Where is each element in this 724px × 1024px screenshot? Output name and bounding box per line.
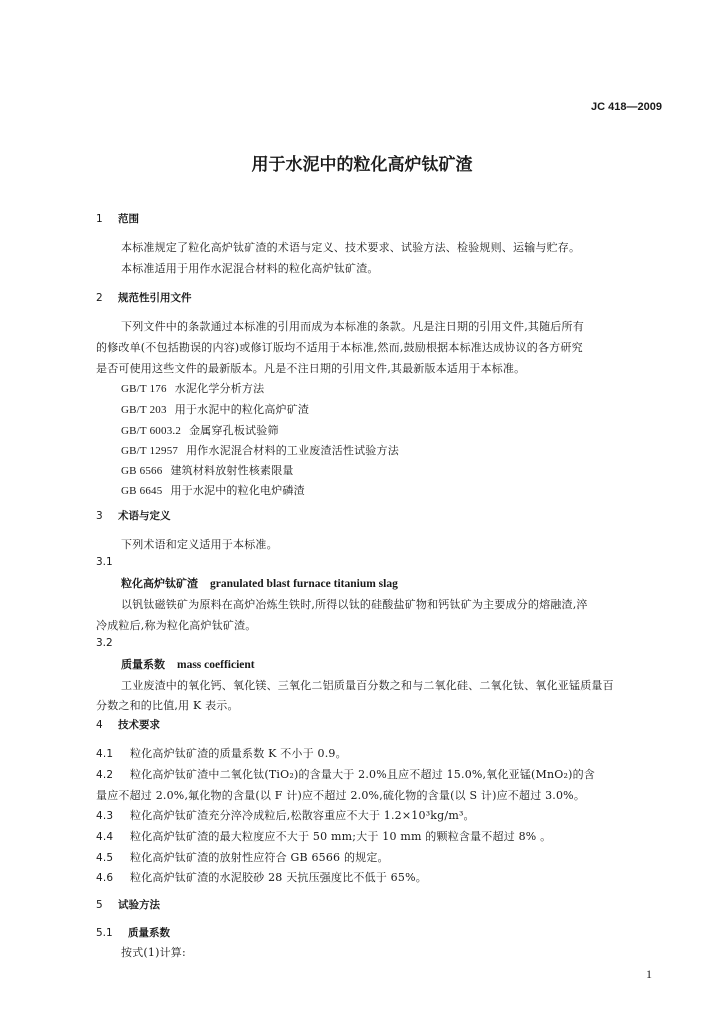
paragraph: 下列术语和定义适用于本标准。	[121, 538, 278, 551]
requirement-item	[96, 849, 389, 865]
requirement-item	[96, 745, 347, 761]
reference-code: GB 6645	[121, 485, 163, 497]
reference-code: GB/T 6003.2	[121, 425, 182, 437]
subsection-5-1-heading	[96, 925, 170, 940]
section-number: 4	[96, 719, 103, 731]
requirement-text: 粒化高炉钛矿渣中二氧化钛(TiO₂)的含量大于 2.0%且应不超过 15.0%,氧化亚锰(MnO₂)的含	[130, 768, 596, 781]
reference-name: 水泥化学分析方法	[174, 382, 265, 395]
term-en: granulated blast furnace titanium slag	[210, 578, 398, 590]
requirement-number: 4.5	[96, 852, 114, 864]
section-2-heading	[96, 290, 192, 305]
requirement-number: 4.4	[96, 831, 114, 843]
section-title: 范围	[118, 213, 139, 225]
document-title: 用于水泥中的粒化高炉钛矿渣	[251, 155, 473, 175]
requirement-text: 粒化高炉钛矿渣的质量系数 K 不小于 0.9。	[130, 747, 347, 760]
paragraph-line: 是否可使用这些文件的最新版本。凡是不注日期的引用文件,其最新版本适用于本标准。	[96, 362, 526, 375]
requirement-text: 粒化高炉钛矿渣的放射性应符合 GB 6566 的规定。	[130, 851, 389, 864]
paragraph: 本标准适用于用作水泥混合材料的粒化高炉钛矿渣。	[121, 262, 379, 275]
definition-line: 工业废渣中的氧化钙、氧化镁、三氧化二铝质量百分数之和与二氧化硅、二氧化钛、氧化亚锰质量百	[121, 679, 614, 692]
reference-item	[121, 482, 305, 498]
page-number: 1	[646, 967, 652, 981]
requirement-item	[96, 766, 595, 782]
reference-item	[121, 380, 264, 396]
reference-name: 用于水泥中的粒化高炉矿渣	[174, 403, 310, 416]
section-3-heading	[96, 508, 171, 523]
definition-line: 以钒钛磁铁矿为原料在高炉冶炼生铁时,所得以钛的硅酸盐矿物和钙钛矿为主要成分的熔融渣,淬	[121, 598, 588, 611]
term-entry	[121, 656, 255, 672]
requirement-item	[96, 807, 475, 823]
subsection-title: 质量系数	[128, 927, 170, 939]
reference-name: 建筑材料放射性核素限量	[170, 464, 294, 477]
paragraph-line: 下列文件中的条款通过本标准的引用而成为本标准的条款。凡是注日期的引用文件,其随后所有	[121, 320, 584, 333]
reference-name: 金属穿孔板试验筛	[189, 424, 279, 437]
section-1-heading	[96, 211, 139, 226]
reference-item	[121, 401, 309, 417]
reference-name: 用于水泥中的粒化电炉磷渣	[170, 484, 305, 497]
term-zh: 粒化高炉钛矿渣	[121, 577, 198, 590]
section-4-heading	[96, 717, 160, 732]
requirement-item	[96, 828, 551, 844]
section-number: 1	[96, 213, 103, 225]
standard-code: JC 418—2009	[591, 101, 662, 113]
requirement-number: 4.2	[96, 769, 114, 781]
definition-line: 冷成粒后,称为粒化高炉钛矿渣。	[96, 619, 257, 632]
section-number: 5	[96, 899, 103, 911]
reference-item	[121, 462, 294, 478]
reference-code: GB/T 176	[121, 383, 167, 395]
definition-line: 分数之和的比值,用 K 表示。	[96, 699, 239, 712]
section-title: 技术要求	[118, 719, 160, 731]
term-zh: 质量系数	[121, 658, 165, 671]
requirement-number: 4.3	[96, 810, 114, 822]
requirement-item	[96, 869, 427, 885]
paragraph-line: 的修改单(不包括勘误的内容)或修订版均不适用于本标准,然而,鼓励根据本标准达成协议的各方研究	[96, 341, 583, 354]
term-number: 3.1	[96, 556, 113, 568]
term-entry	[121, 575, 398, 591]
term-en: mass coefficient	[177, 659, 255, 671]
paragraph: 本标准规定了粒化高炉钛矿渣的术语与定义、技术要求、试验方法、检验规则、运输与贮存。	[121, 241, 581, 254]
reference-code: GB/T 203	[121, 404, 167, 416]
section-number: 3	[96, 510, 103, 522]
requirement-text: 粒化高炉钛矿渣的最大粒度应不大于 50 mm;大于 10 mm 的颗粒含量不超过 8% 。	[130, 830, 552, 843]
requirement-text-continued: 量应不超过 2.0%,氟化物的含量(以 F 计)应不超过 2.0%,硫化物的含量(以 S 计)应不超过 3.0%。	[96, 789, 586, 802]
section-5-heading	[96, 897, 160, 912]
section-title: 术语与定义	[118, 510, 171, 522]
section-number: 2	[96, 292, 103, 304]
section-title: 规范性引用文件	[118, 292, 192, 304]
requirement-text: 粒化高炉钛矿渣的水泥胶砂 28 天抗压强度比不低于 65%。	[130, 871, 427, 884]
reference-code: GB/T 12957	[121, 445, 179, 457]
reference-item	[121, 442, 399, 458]
section-title: 试验方法	[118, 899, 160, 911]
requirement-number: 4.1	[96, 748, 114, 760]
reference-item	[121, 422, 279, 438]
paragraph: 按式(1)计算:	[121, 946, 186, 959]
reference-code: GB 6566	[121, 465, 163, 477]
reference-name: 用作水泥混合材料的工业废渣活性试验方法	[186, 444, 399, 457]
requirement-number: 4.6	[96, 872, 114, 884]
requirement-text: 粒化高炉钛矿渣充分淬冷成粒后,松散容重应不大于 1.2×10³kg/m³。	[130, 809, 475, 822]
term-number: 3.2	[96, 637, 113, 649]
subsection-number: 5.1	[96, 927, 113, 939]
